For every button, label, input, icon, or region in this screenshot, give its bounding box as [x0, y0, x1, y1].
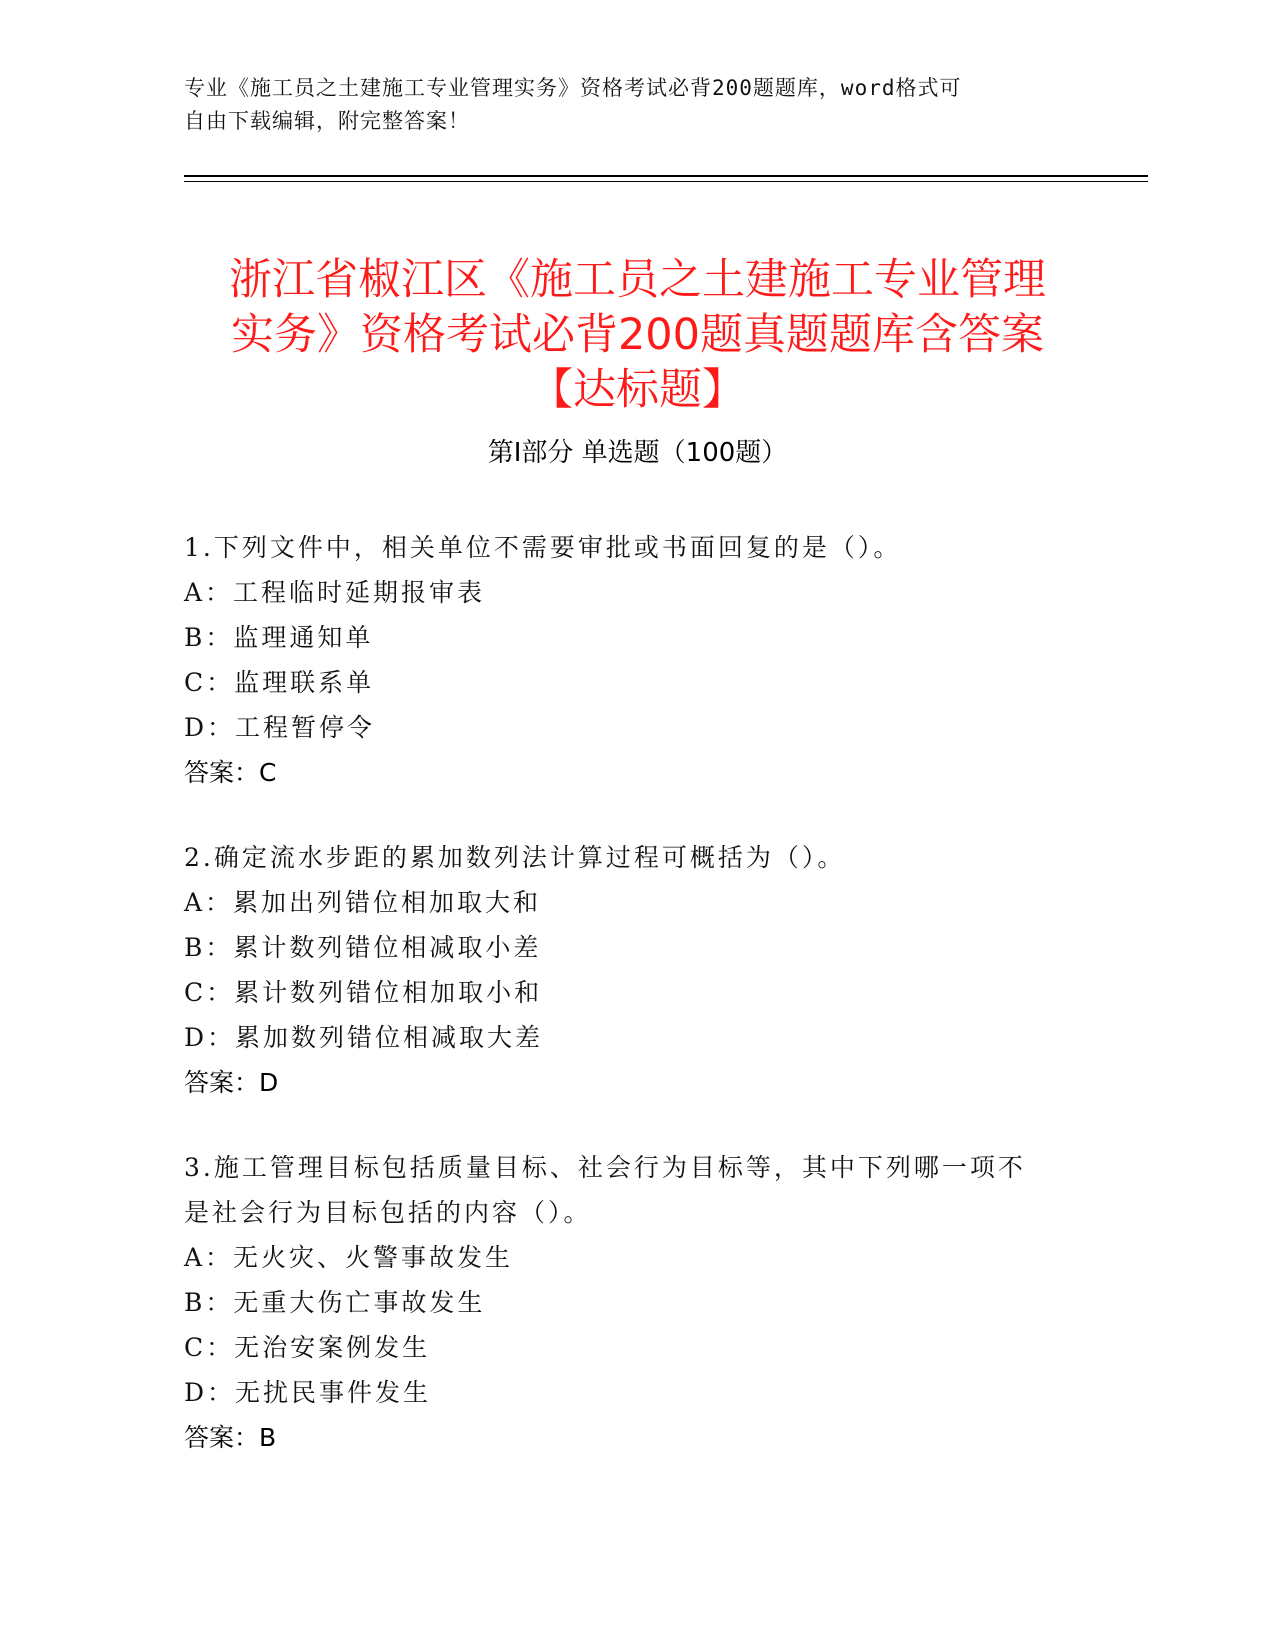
answer: 答案：D — [184, 1068, 279, 1097]
option-c: C：监理联系单 — [184, 668, 375, 697]
question-stem-line-2: 是社会行为目标包括的内容（）。 — [184, 1198, 592, 1227]
title-line-1: 浙江省椒江区《施工员之土建施工专业管理 — [229, 254, 1046, 305]
title-line-3: 【达标题】 — [530, 364, 745, 415]
answer: 答案：C — [184, 758, 277, 787]
question-stem-line-1: 3.施工管理目标包括质量目标、社会行为目标等，其中下列哪一项不 — [184, 1153, 1026, 1182]
question-3 — [184, 1145, 1084, 1460]
header-rule-thin — [184, 181, 1148, 182]
option-a: A：无火灾、火警事故发生 — [184, 1243, 514, 1272]
option-d: D：工程暂停令 — [184, 713, 376, 742]
option-c: C：无治安案例发生 — [184, 1333, 431, 1362]
option-a: A：工程临时延期报审表 — [184, 578, 486, 607]
question-list — [184, 525, 1084, 1500]
section-heading: 第Ⅰ部分 单选题（100题） — [487, 438, 788, 468]
option-b: B：累计数列错位相减取小差 — [184, 933, 542, 962]
question-2 — [184, 835, 1084, 1105]
option-d: D：累加数列错位相减取大差 — [184, 1023, 544, 1052]
header-note-line-2: 自由下载编辑，附完整答案！ — [184, 109, 470, 133]
question-stem: 2.确定流水步距的累加数列法计算过程可概括为（）。 — [184, 843, 846, 872]
option-d: D：无扰民事件发生 — [184, 1378, 432, 1407]
document-title — [150, 253, 1125, 418]
answer: 答案：B — [184, 1423, 277, 1452]
header-note-line-1: 专业《施工员之土建施工专业管理实务》资格考试必背200题题库，word格式可 — [184, 76, 962, 100]
option-a: A：累加出列错位相加取大和 — [184, 888, 542, 917]
question-stem: 1.下列文件中，相关单位不需要审批或书面回复的是（）。 — [184, 533, 902, 562]
header-rule-thick — [184, 175, 1148, 177]
question-1 — [184, 525, 1084, 795]
title-line-2: 实务》资格考试必背200题真题题库含答案 — [230, 309, 1045, 360]
option-b: B：无重大伤亡事故发生 — [184, 1288, 486, 1317]
header-note — [184, 72, 1064, 138]
option-c: C：累计数列错位相加取小和 — [184, 978, 543, 1007]
option-b: B：监理通知单 — [184, 623, 374, 652]
